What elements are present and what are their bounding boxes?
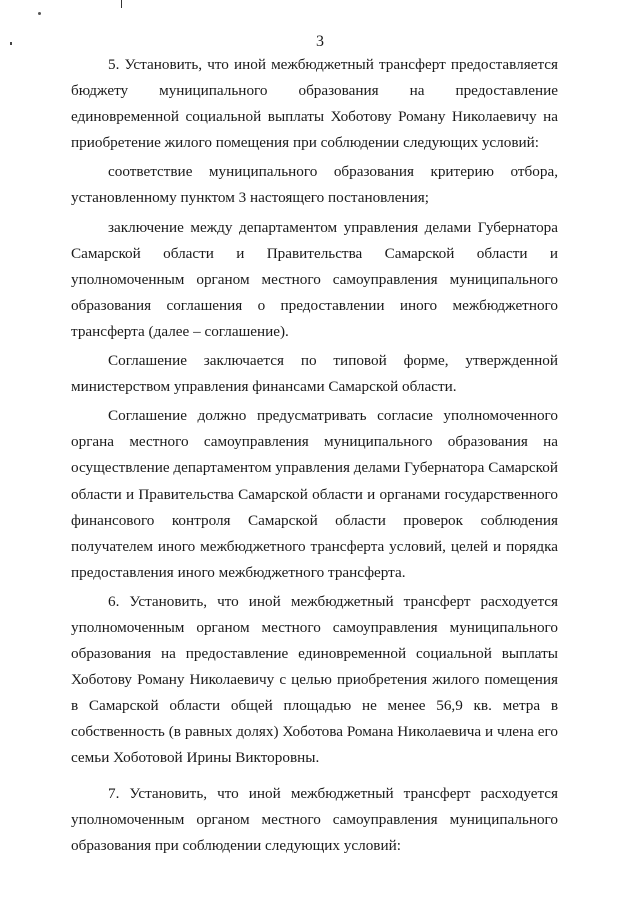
paragraph-condition-criteria: соответствие муниципального образования критерию отбора, установленному пунктом 3 настоящего постановления; bbox=[71, 163, 558, 207]
scan-artifact-dot bbox=[38, 12, 41, 15]
paragraph-condition-agreement: заключение между департаментом управления делами Губернатора Самарской области и Правительства Самарской области и уполномоченным органом местного самоуправления муниципального образования соглашения о предоставлении иного межбюджетного трансферта (далее – соглашение). bbox=[71, 218, 558, 340]
paragraph-item-7: 7. Установить, что иной межбюджетный трансферт расходуется уполномоченным органом местного самоуправления муниципального образования при соблюдении следующих условий: bbox=[71, 784, 558, 854]
page-number: 3 bbox=[316, 33, 324, 50]
document-body bbox=[71, 52, 558, 859]
paragraph-agreement-form: Соглашение заключается по типовой форме, утвержденной министерством управления финансами Самарской области. bbox=[71, 352, 558, 396]
paragraph-agreement-consent: Соглашение должно предусматривать согласие уполномоченного органа местного самоуправления муниципального образования на осуществление департаментом управления делами Губернатора Самарской области и Правительства Самарской области и органами государственного финансового контроля Самарской области проверок соблюдения получателем иного межбюджетного трансферта условий, целей и порядка предоставления иного межбюджетного трансферта. bbox=[71, 407, 558, 581]
paragraph-item-5: 5. Установить, что иной межбюджетный трансферт предоставляется бюджету муниципального образования на предоставление единовременной социальной выплаты Хоботову Роману Николаевичу на приобретение жилого помещения при соблюдении следующих условий: bbox=[71, 56, 558, 152]
paragraph-item-6: 6. Установить, что иной межбюджетный трансферт расходуется уполномоченным органом местного самоуправления муниципального образования на предоставление единовременной социальной выплаты Хоботову Роману Николаевичу с целью приобретения жилого помещения в Самарской области общей площадью не менее 56,9 кв. метра в собственность (в равных долях) Хоботова Романа Николаевича и члена его семьи Хоботовой Ирины Викторовны. bbox=[71, 592, 558, 767]
scan-artifact-mark bbox=[121, 0, 122, 8]
